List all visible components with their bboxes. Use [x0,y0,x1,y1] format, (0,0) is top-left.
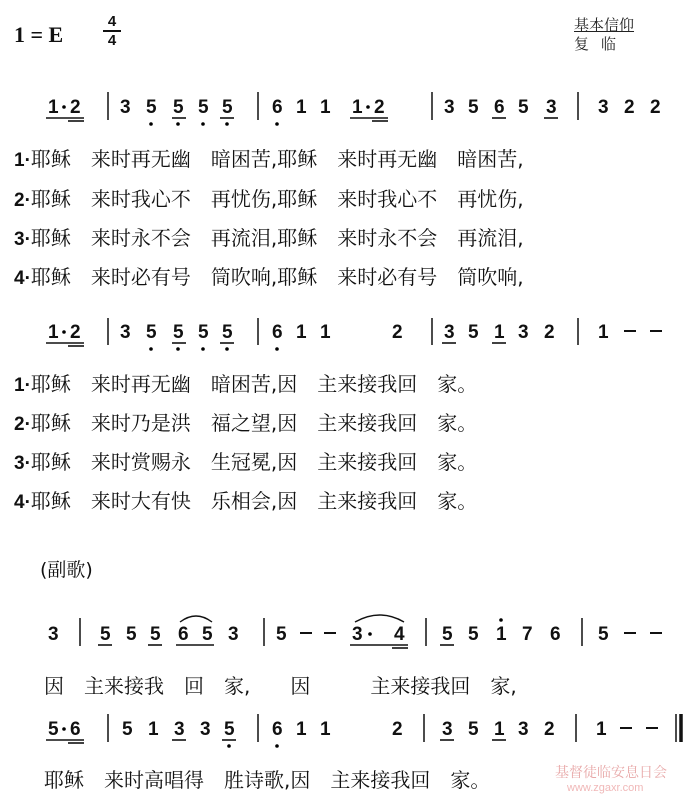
verse-text: 耶稣 来时我心不 再忧伤,耶稣 来时我心不 再忧伤, [30,187,524,211]
svg-text:1: 1 [296,97,307,118]
chorus-line2-notation [46,714,681,748]
svg-text:6: 6 [494,97,505,118]
verse-number: 1· [14,150,31,171]
svg-text:1: 1 [596,719,607,740]
svg-text:5: 5 [146,97,157,118]
svg-text:3: 3 [228,624,239,645]
verse-line [14,485,477,514]
svg-text:3: 3 [200,719,211,740]
svg-text:6: 6 [272,322,283,343]
svg-text:5: 5 [468,97,479,118]
svg-text:3: 3 [546,97,557,118]
verse-number: 4· [14,492,31,513]
svg-text:6: 6 [178,624,189,645]
svg-text:2: 2 [392,719,403,740]
system-2-notation [46,318,662,351]
svg-text:5: 5 [468,322,479,343]
svg-text:1: 1 [48,97,59,118]
verse-text: 耶稣 来时大有快 乐相会,因 主来接我回 家。 [30,489,478,513]
verse-text: 耶稣 来时再无幽 暗困苦,因 主来接我回 家。 [30,372,478,396]
svg-text:2: 2 [650,97,661,118]
svg-text:3: 3 [120,322,131,343]
svg-text:5: 5 [468,719,479,740]
svg-text:1: 1 [320,97,331,118]
svg-text:3: 3 [442,719,453,740]
svg-text:5: 5 [122,719,133,740]
verse-number: 2· [14,190,31,211]
svg-text:1: 1 [296,719,307,740]
watermark-site-name: 基督徒临安息日会 [555,765,667,781]
svg-text:2: 2 [392,322,403,343]
svg-text:5: 5 [468,624,479,645]
svg-text:1: 1 [320,322,331,343]
svg-text:5: 5 [173,322,184,343]
svg-text:1: 1 [598,322,609,343]
verse-line [14,143,524,172]
svg-text:5: 5 [198,322,209,343]
verse-text: 耶稣 来时乃是洪 福之望,因 主来接我回 家。 [30,411,478,435]
svg-text:3: 3 [352,624,363,645]
svg-text:7: 7 [522,624,533,645]
svg-text:3: 3 [518,719,529,740]
verse-line [14,183,524,212]
verse-line [14,368,477,397]
svg-text:5: 5 [150,624,161,645]
svg-text:5: 5 [222,322,233,343]
verse-line [14,261,524,290]
verse-number: 4· [14,268,31,289]
chorus-lyrics-line2: 耶稣 来时高唱得 胜诗歌,因 主来接我回 家。 [44,768,491,792]
svg-text:3: 3 [444,97,455,118]
chorus-line1-notation [48,615,662,648]
svg-text:3: 3 [120,97,131,118]
source-line2: 复临 [574,35,629,53]
verse-number: 1· [14,375,31,396]
verse-number: 2· [14,414,31,435]
svg-text:2: 2 [624,97,635,118]
svg-text:5: 5 [198,97,209,118]
chorus-lyrics-line1: 因 主来接我 回 家, 因 主来接我回 家, [44,674,517,698]
svg-text:3: 3 [598,97,609,118]
svg-text:3: 3 [444,322,455,343]
time-signature-bottom: 4 [107,31,117,49]
system-1-notation [46,92,661,126]
verse-number: 3· [14,229,31,250]
svg-text:5: 5 [222,97,233,118]
svg-text:4: 4 [394,624,405,645]
watermark-url: www.zgaxr.com [567,782,644,794]
svg-text:5: 5 [598,624,609,645]
svg-text:5: 5 [126,624,137,645]
svg-text:1: 1 [320,719,331,740]
svg-text:5: 5 [100,624,111,645]
svg-text:2: 2 [70,322,81,343]
svg-text:2: 2 [70,97,81,118]
svg-text:1: 1 [48,322,59,343]
svg-text:1: 1 [494,719,505,740]
svg-text:5: 5 [518,97,529,118]
watermark [555,762,667,794]
verse-text: 耶稣 来时永不会 再流泪,耶稣 来时永不会 再流泪, [30,226,524,250]
source-line1: 基本信仰 [574,16,635,34]
svg-text:5: 5 [202,624,213,645]
verse-text: 耶稣 来时必有号 筒吹响,耶稣 来时必有号 筒吹响, [30,265,524,289]
svg-text:1: 1 [494,322,505,343]
svg-text:2: 2 [374,97,385,118]
verse-text: 耶稣 来时再无幽 暗困苦,耶稣 来时再无幽 暗困苦, [30,147,524,171]
chorus-label: (副歌) [40,559,93,581]
svg-text:6: 6 [272,97,283,118]
svg-text:2: 2 [544,719,555,740]
svg-text:1: 1 [496,624,507,645]
svg-text:5: 5 [48,719,59,740]
svg-text:2: 2 [544,322,555,343]
verse-text: 耶稣 来时赏赐永 生冠冕,因 主来接我回 家。 [30,450,478,474]
verse-number: 3· [14,453,31,474]
svg-text:5: 5 [276,624,287,645]
verse-line [14,407,477,436]
time-signature-top: 4 [107,13,117,30]
verse-line [14,446,477,475]
svg-text:3: 3 [174,719,185,740]
svg-text:6: 6 [272,719,283,740]
verse-line [14,222,524,251]
svg-text:5: 5 [173,97,184,118]
svg-text:1: 1 [352,97,363,118]
svg-text:5: 5 [146,322,157,343]
svg-text:3: 3 [518,322,529,343]
key-signature: 1 = E [14,22,64,47]
svg-text:6: 6 [550,624,561,645]
svg-text:5: 5 [224,719,235,740]
svg-text:1: 1 [296,322,307,343]
svg-text:6: 6 [70,719,81,740]
svg-text:1: 1 [148,719,159,740]
svg-text:5: 5 [442,624,453,645]
svg-text:3: 3 [48,624,59,645]
